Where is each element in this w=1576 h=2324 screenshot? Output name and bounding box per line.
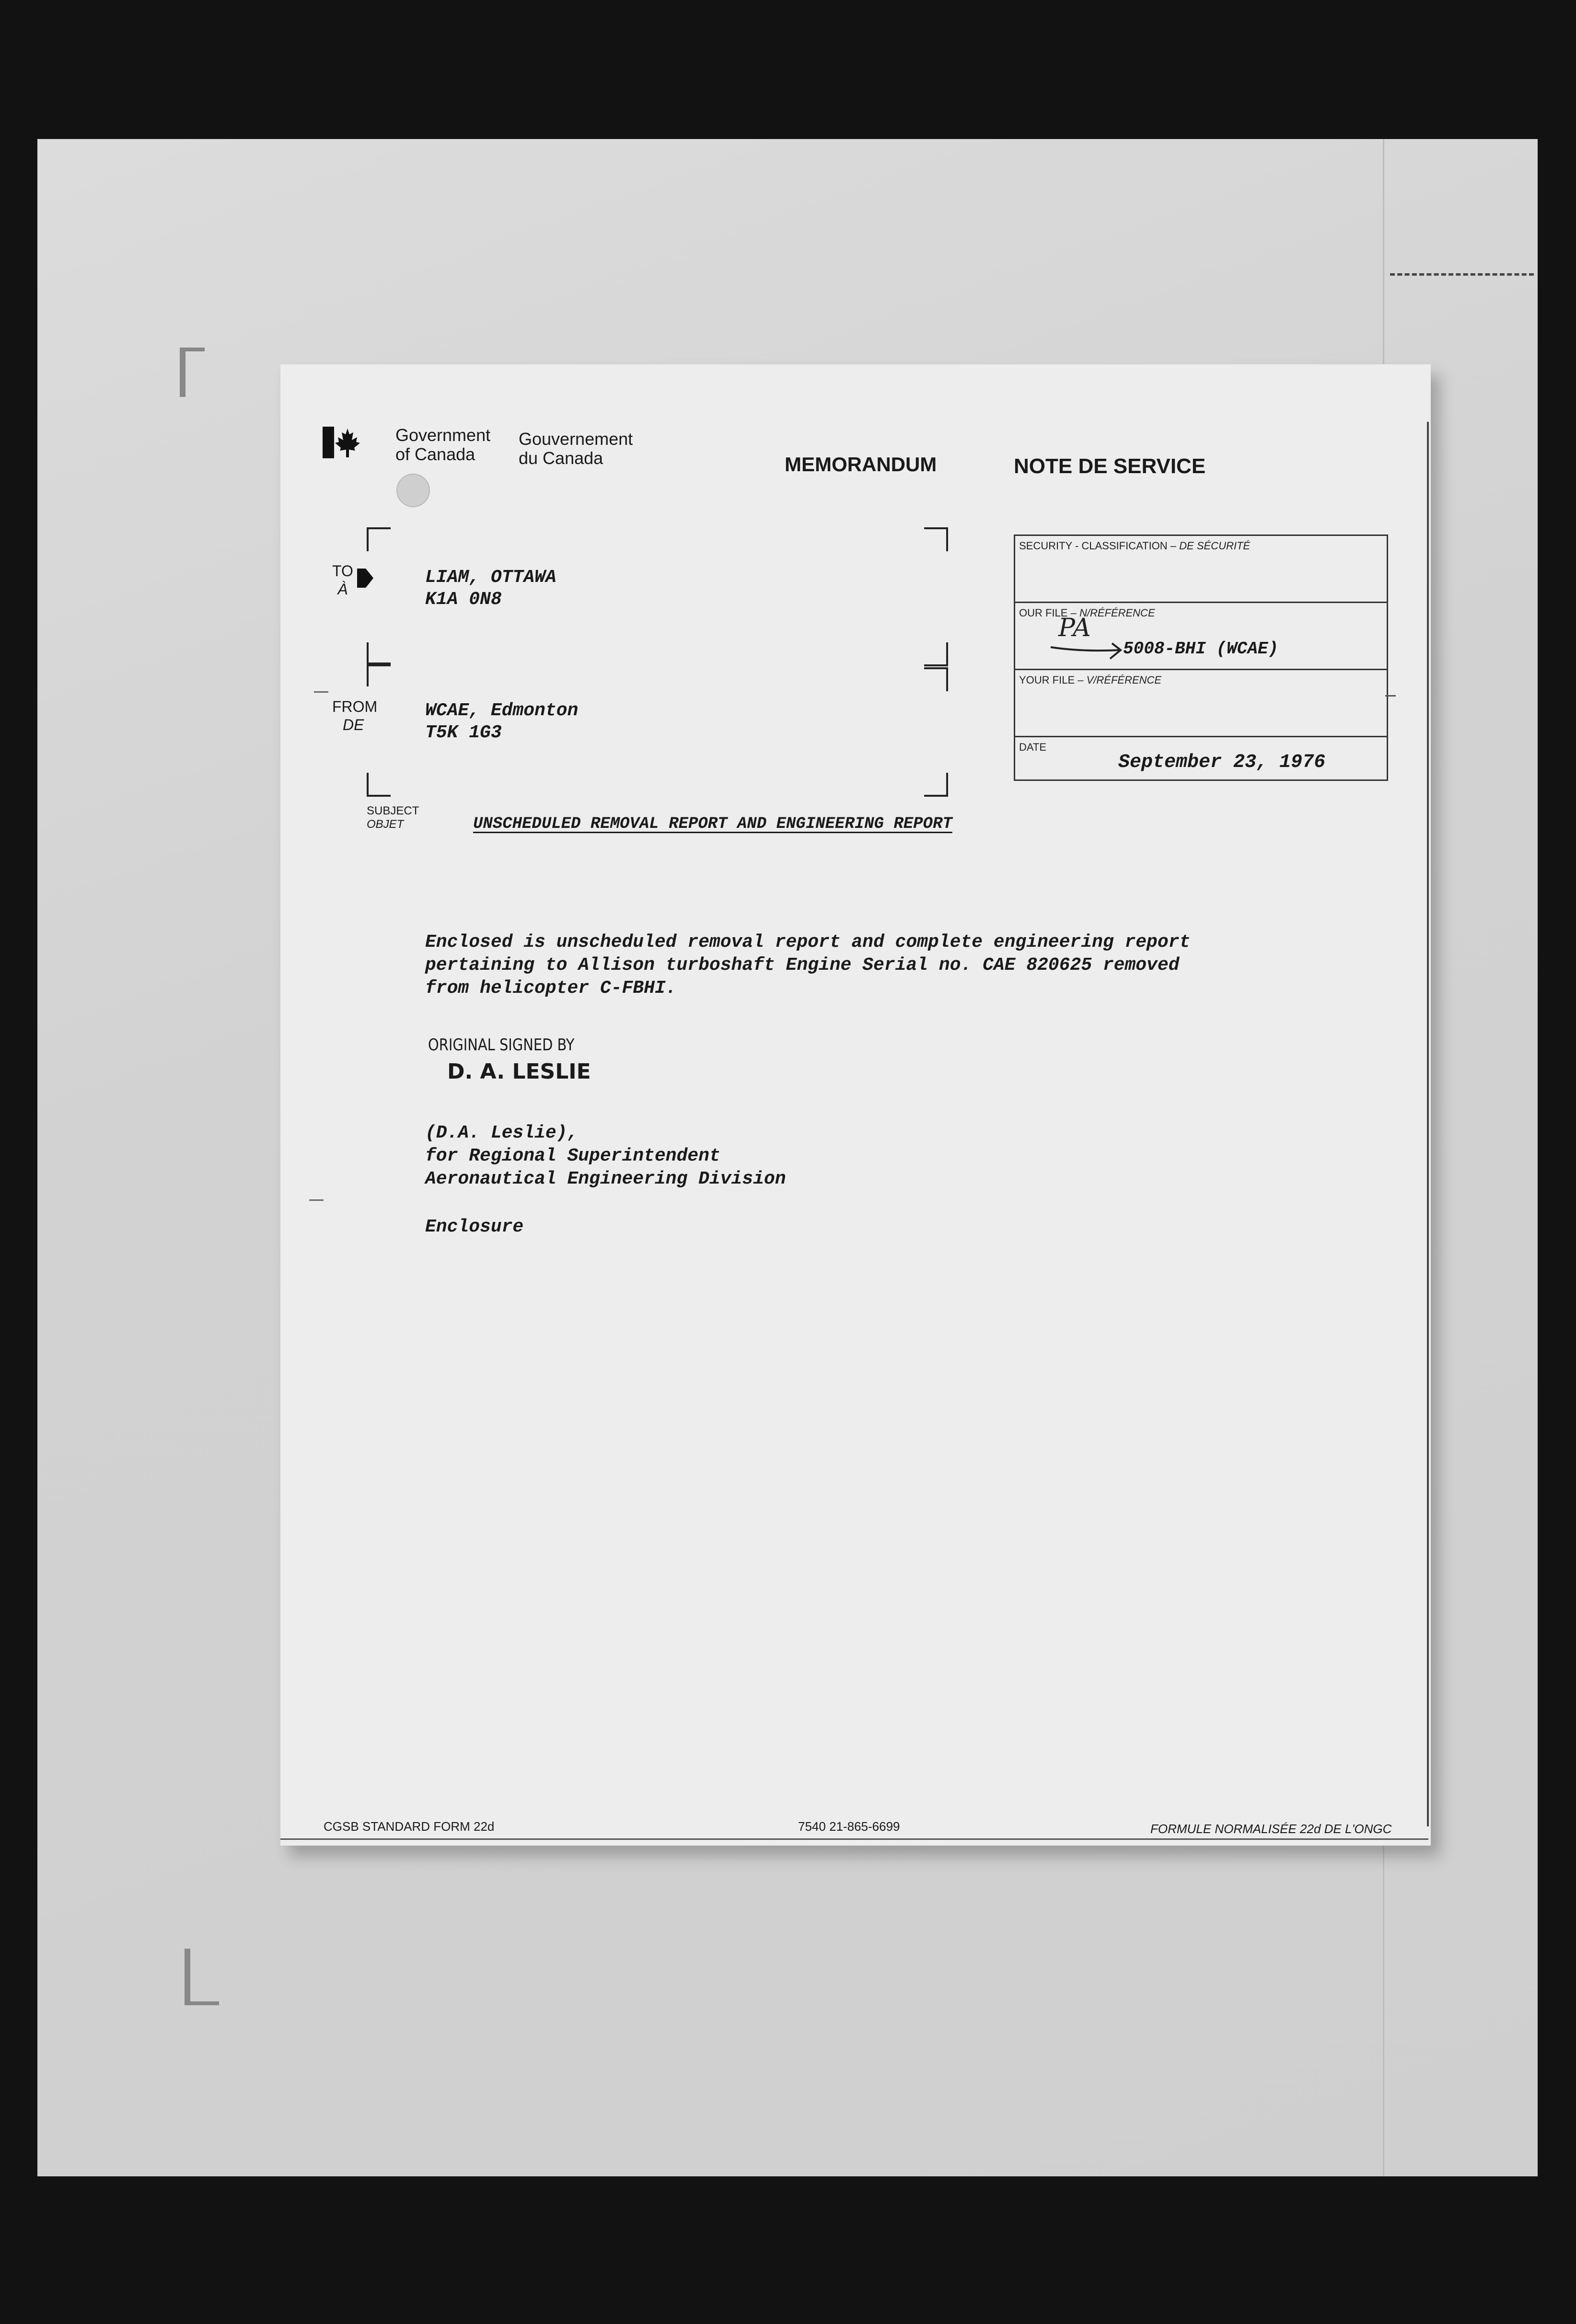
your-file-row bbox=[1015, 670, 1387, 737]
subject-text: UNSCHEDULED REMOVAL REPORT AND ENGINEERING REPORT bbox=[473, 815, 952, 833]
signature-line3: Aeronautical Engineering Division bbox=[425, 1169, 786, 1189]
form-border-right bbox=[1427, 422, 1429, 1826]
signature-line2: for Regional Superintendent bbox=[425, 1146, 720, 1166]
our-file-row bbox=[1015, 603, 1387, 670]
left-margin-tick bbox=[309, 1199, 324, 1201]
security-row bbox=[1015, 536, 1387, 603]
from-corner-bottom-right bbox=[924, 773, 948, 797]
subject-label bbox=[367, 804, 419, 831]
subject-label-fr: OBJET bbox=[367, 818, 404, 831]
right-margin-tick bbox=[1385, 695, 1396, 697]
punch-hole bbox=[396, 474, 430, 507]
memorandum-form bbox=[280, 364, 1431, 1846]
stamp-line1: ORIGINAL SIGNED BY bbox=[428, 1035, 575, 1055]
security-label-fr: DE SÉCURITÉ bbox=[1179, 540, 1251, 552]
subject-label-en: SUBJECT bbox=[367, 804, 419, 817]
your-file-label-fr: V/RÉFÉRENCE bbox=[1086, 674, 1162, 686]
to-address-line2: K1A 0N8 bbox=[425, 589, 502, 610]
signature-block bbox=[425, 1122, 786, 1191]
government-name-fr bbox=[519, 430, 633, 468]
security-label bbox=[1019, 540, 1250, 552]
to-corner-top-left bbox=[367, 527, 391, 551]
title-note-de-service: NOTE DE SERVICE bbox=[1014, 454, 1206, 478]
footer-form-fr: FORMULE NORMALISÉE 22d DE L'ONGC bbox=[1150, 1822, 1392, 1836]
to-arrow-icon bbox=[357, 565, 373, 594]
form-border-bottom bbox=[280, 1838, 1428, 1840]
footer-stock-number: 7540 21-865-6699 bbox=[798, 1819, 900, 1834]
from-label-en: FROM bbox=[332, 698, 378, 715]
from-tick bbox=[314, 691, 328, 693]
from-address-line1: WCAE, Edmonton bbox=[425, 700, 579, 721]
signature-line1: (D.A. Leslie), bbox=[425, 1123, 579, 1143]
from-label-fr: DE bbox=[343, 716, 364, 733]
your-file-label bbox=[1019, 674, 1161, 686]
our-file-label-en: OUR FILE – bbox=[1019, 607, 1077, 619]
background-bracket-bottom bbox=[185, 1949, 219, 2005]
canada-flag-icon bbox=[323, 426, 361, 462]
to-corner-bottom-right bbox=[924, 642, 948, 666]
title-memorandum: MEMORANDUM bbox=[785, 453, 937, 476]
from-label bbox=[332, 697, 377, 734]
background-dashed-line bbox=[1390, 273, 1534, 276]
date-row bbox=[1015, 737, 1387, 779]
government-en-line2: of Canada bbox=[395, 444, 475, 464]
date-value: September 23, 1976 bbox=[1118, 752, 1326, 773]
government-en-line1: Government bbox=[395, 425, 491, 445]
enclosure-text: Enclosure bbox=[425, 1217, 524, 1237]
info-box bbox=[1014, 535, 1388, 781]
body-paragraph bbox=[425, 931, 1190, 1000]
government-fr-line1: Gouvernement bbox=[519, 429, 633, 449]
to-address-line1: LIAM, OTTAWA bbox=[425, 567, 556, 588]
your-file-label-en: YOUR FILE – bbox=[1019, 674, 1084, 686]
from-corner-top-left bbox=[367, 662, 391, 686]
background-bracket-top bbox=[180, 348, 205, 397]
date-label: DATE bbox=[1019, 741, 1047, 753]
handwritten-arrow-icon bbox=[1049, 638, 1125, 664]
our-file-value: 5008-BHI (WCAE) bbox=[1123, 639, 1279, 659]
to-label-en: TO bbox=[332, 562, 353, 580]
from-corner-top-right bbox=[924, 667, 948, 691]
to-corner-top-right bbox=[924, 527, 948, 551]
government-name-en bbox=[395, 426, 490, 464]
security-label-en: SECURITY - CLASSIFICATION – bbox=[1019, 540, 1177, 552]
body-line3: from helicopter C-FBHI. bbox=[425, 978, 677, 999]
our-file-handwritten: PA bbox=[1058, 614, 1091, 642]
from-address-line2: T5K 1G3 bbox=[425, 722, 502, 743]
to-label bbox=[332, 562, 353, 598]
government-fr-line2: du Canada bbox=[519, 448, 603, 468]
to-label-fr: À bbox=[337, 581, 348, 598]
from-corner-bottom-left bbox=[367, 773, 391, 797]
body-line2: pertaining to Allison turboshaft Engine Serial no. CAE 820625 removed bbox=[425, 955, 1180, 976]
from-address bbox=[425, 700, 578, 744]
to-address bbox=[425, 567, 556, 611]
signature-stamp bbox=[428, 1035, 600, 1084]
our-file-label-fr: N/RÉFÉRENCE bbox=[1079, 607, 1155, 619]
stamp-line2: D. A. LESLIE bbox=[447, 1059, 591, 1084]
body-line1: Enclosed is unscheduled removal report and complete engineering report bbox=[425, 932, 1191, 953]
footer-form-en: CGSB STANDARD FORM 22d bbox=[324, 1819, 495, 1834]
